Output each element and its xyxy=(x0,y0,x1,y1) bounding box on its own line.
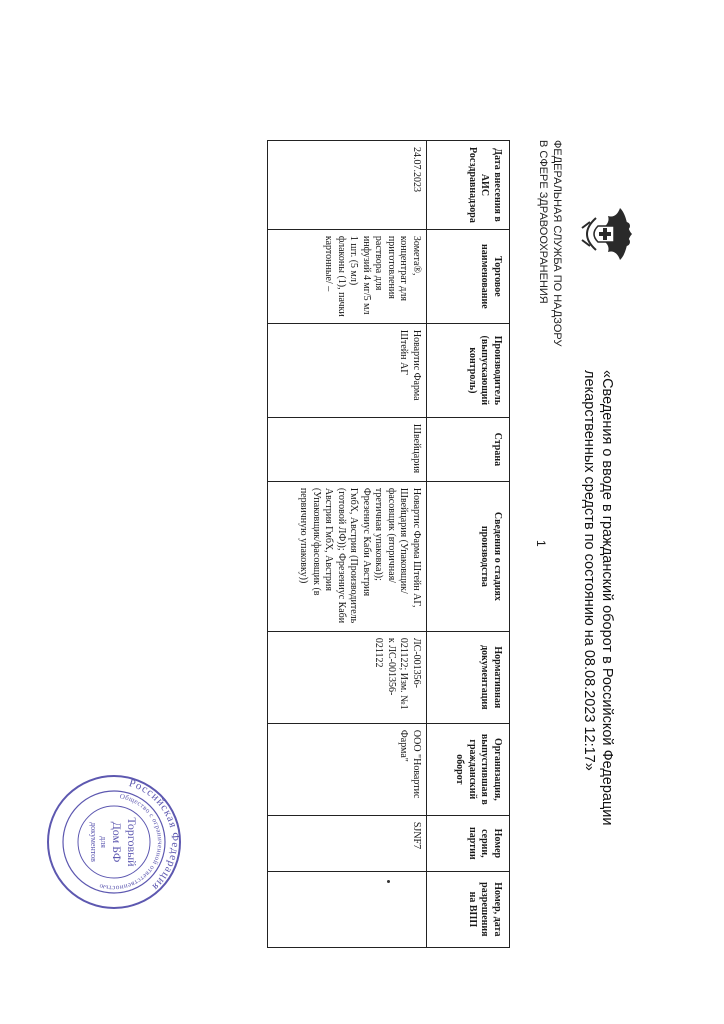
agency-name xyxy=(536,140,564,347)
report-title-line1: «Сведения о вводе в гражданский оборот в Российской Федерации xyxy=(599,370,615,826)
cell-organization: ООО "Новартис Фарма" xyxy=(268,723,427,815)
header-batch-number: Номер серии, партии xyxy=(427,815,510,871)
agency-name-line1: ФЕДЕРАЛЬНАЯ СЛУЖБА ПО НАДЗОРУ xyxy=(551,140,563,347)
header-permit: Номер, дата разрешения на ВПП xyxy=(427,871,510,947)
cell-stages: Новартис Фарма Штейн АГ, Швейцария (Упаковщик/фасовщик (вторичная/третичная упаковка)); Фрезениус Каби Австрия ГмбХ, Австрия (Производитель (готовой ЛФ)); Фрезениус Каби Австрия ГмбХ, Австрия (Упаковщик/фасовщик (в первичную упаковку)) xyxy=(268,481,427,631)
cell-permit xyxy=(268,871,427,947)
records-table xyxy=(267,140,510,948)
agency-name-line2: В СФЕРЕ ЗДРАВООХРАНЕНИЯ xyxy=(537,140,549,304)
svg-text:Торговый: Торговый xyxy=(125,817,139,867)
header-normative-docs: Нормативная документация xyxy=(427,631,510,723)
svg-text:документов: документов xyxy=(89,822,98,862)
cell-normative-docs: ЛС-001356-021122; Изм. №1 к ЛС-001356-021122 xyxy=(268,631,427,723)
cell-batch-number: SJNF7 xyxy=(268,815,427,871)
svg-text:для: для xyxy=(99,836,108,848)
header-manufacturer: Производитель (выпускающий контроль) xyxy=(427,323,510,417)
svg-text:Общество с ограниченной ответс: Общество с ограниченной ответственностью xyxy=(98,792,165,893)
cell-trade-name: Зомета®, концентрат для приготовления раствора для инфузий 4 мг/5 мл 1 шт. (5 мл) флаконы (1), пачки картонные/ – xyxy=(268,229,427,323)
header-country: Страна xyxy=(427,417,510,481)
cell-manufacturer: Новартис Фарма Штейн АГ xyxy=(268,323,427,417)
report-title xyxy=(580,370,616,930)
page-number: 1 xyxy=(534,540,548,547)
company-stamp-icon xyxy=(44,772,184,912)
header-stages: Сведения о стадиях производства xyxy=(427,481,510,631)
ink-dot xyxy=(387,880,390,883)
report-title-line2: лекарственных средств по состоянию на 08.08.2023 12:17» xyxy=(581,370,597,771)
table-row xyxy=(268,141,427,948)
header-organization: Организация, выпустившая в гражданский оборот xyxy=(427,723,510,815)
cell-date: 24.07.2023 xyxy=(268,141,427,230)
cell-country: Швейцария xyxy=(268,417,427,481)
svg-text:Российская Федерация: Российская Федерация xyxy=(127,777,182,894)
table-header-row xyxy=(427,141,510,948)
header-trade-name: Торговое наименование xyxy=(427,229,510,323)
coat-of-arms-icon xyxy=(568,198,640,270)
svg-text:Дом БФ: Дом БФ xyxy=(110,821,124,863)
header-date: Дата внесения в АИС Росздравнадзора xyxy=(427,141,510,230)
